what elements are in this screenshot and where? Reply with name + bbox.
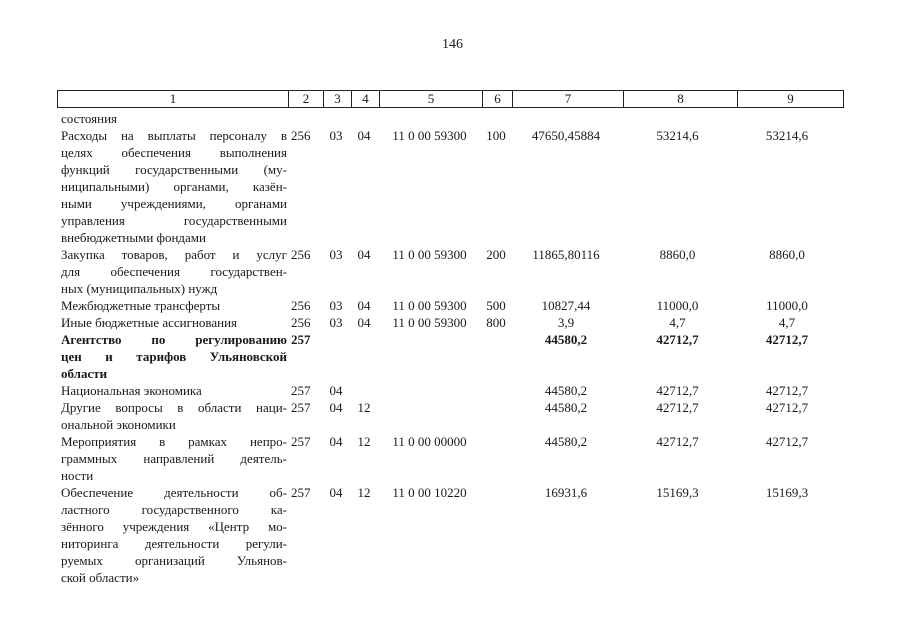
description-line: Обеспечение деятельности об-: [61, 485, 287, 500]
table-row: [57, 382, 840, 399]
description-line: ональной экономики: [61, 417, 176, 432]
description-cell: [57, 314, 287, 331]
target-article-cell: 11 0 00 00000: [392, 434, 467, 449]
admin-code-cell: 257: [291, 485, 311, 500]
table-row: [57, 297, 840, 314]
amount-col9-cell: 42712,7: [765, 383, 809, 398]
target-article-cell: 11 0 00 59300: [392, 298, 467, 313]
amount-col8-cell: 11000,0: [656, 298, 699, 313]
column-header: 2: [289, 91, 324, 108]
column-header-row: [57, 90, 844, 108]
admin-code-cell: 257: [291, 383, 311, 398]
description-line: управления государственными: [61, 213, 287, 228]
description-cell: [57, 382, 287, 399]
amount-col8-cell: 4,7: [669, 315, 686, 330]
subsection-cell: 12: [357, 400, 371, 415]
description-line: Агентство по регулированию: [61, 332, 287, 347]
description-line: Мероприятия в рамках непро-: [61, 434, 287, 449]
column-header: 9: [738, 91, 844, 108]
target-article-cell: 11 0 00 10220: [392, 485, 467, 500]
description-cell: [57, 433, 287, 484]
table-row: [57, 110, 840, 127]
section-cell: 04: [329, 485, 343, 500]
expense-type-cell: 200: [486, 247, 506, 262]
description-cell: [57, 331, 287, 382]
subsection-cell: 04: [357, 247, 371, 262]
description-line: области: [61, 366, 108, 381]
amount-col7-cell: 44580,2: [544, 400, 588, 415]
admin-code-cell: 257: [291, 400, 311, 415]
amount-col9-cell: 53214,6: [765, 128, 809, 143]
amount-col8-cell: 42712,7: [656, 383, 699, 398]
amount-col7-cell: 11865,80116: [532, 247, 600, 262]
subsection-cell: 04: [357, 298, 371, 313]
subsection-cell: 04: [357, 128, 371, 143]
admin-code-cell: 257: [291, 332, 311, 347]
description-line: руемых организаций Ульянов-: [61, 553, 287, 568]
section-cell: 03: [329, 298, 343, 313]
description-line: целях обеспечения выполнения: [61, 145, 287, 160]
description-line: ниторинга деятельности регули-: [61, 536, 287, 551]
description-line: граммных направлений деятель-: [61, 451, 287, 466]
description-line: ской области»: [61, 570, 140, 585]
description-line: внебюджетными фондами: [61, 230, 206, 245]
admin-code-cell: 256: [291, 298, 311, 313]
description-cell: [57, 246, 287, 297]
amount-col9-cell: 11000,0: [766, 298, 808, 313]
column-header: 3: [324, 91, 352, 108]
section-cell: 03: [329, 315, 343, 330]
table-row: [57, 484, 840, 586]
target-article-cell: 11 0 00 59300: [392, 247, 467, 262]
description-cell: [57, 399, 287, 433]
table-row: [57, 127, 840, 246]
description-cell: [57, 127, 287, 246]
expense-type-cell: 800: [486, 315, 506, 330]
amount-col7-cell: 47650,45884: [531, 128, 601, 143]
section-cell: 04: [329, 434, 343, 449]
column-header: 7: [513, 91, 624, 108]
subsection-cell: 12: [357, 485, 371, 500]
description-line: ных (муниципальных) нужд: [61, 281, 218, 296]
description-line: функций государственными (му-: [61, 162, 287, 177]
section-cell: 03: [329, 128, 343, 143]
amount-col9-cell: 42712,7: [765, 400, 809, 415]
amount-col7-cell: 44580,2: [544, 383, 588, 398]
description-cell: [57, 110, 287, 127]
admin-code-cell: 256: [291, 315, 311, 330]
column-header: 5: [380, 91, 483, 108]
description-line: Национальная экономика: [61, 383, 202, 398]
amount-col9-cell: 8860,0: [769, 247, 805, 262]
page-number: 146: [442, 37, 463, 52]
table-row: [57, 433, 840, 484]
column-header: 4: [352, 91, 380, 108]
table-row: [57, 314, 840, 331]
column-header: 6: [483, 91, 513, 108]
description-line: ластного государственного ка-: [61, 502, 287, 517]
expense-type-cell: 500: [486, 298, 506, 313]
amount-col9-cell: 42712,7: [765, 434, 809, 449]
amount-col8-cell: 42712,7: [656, 400, 699, 415]
description-line: для обеспечения государствен-: [61, 264, 287, 279]
amount-col9-cell: 4,7: [778, 315, 796, 330]
table-row: [57, 246, 840, 297]
admin-code-cell: 257: [291, 434, 311, 449]
amount-col7-cell: 16931,6: [544, 485, 588, 500]
budget-table-body: [57, 110, 840, 586]
description-line: Иные бюджетные ассигнования: [61, 315, 238, 330]
amount-col8-cell: 53214,6: [656, 128, 699, 143]
description-line: Межбюджетные трансферты: [61, 298, 221, 313]
amount-col8-cell: 42712,7: [656, 434, 699, 449]
section-cell: 04: [329, 400, 343, 415]
description-line: ности: [61, 468, 94, 483]
amount-col8-cell: 42712,7: [656, 332, 699, 347]
section-cell: 03: [329, 247, 343, 262]
subsection-cell: 12: [357, 434, 371, 449]
description-line: Закупка товаров, работ и услуг: [61, 247, 287, 262]
section-cell: 04: [329, 383, 343, 398]
amount-col7-cell: 44580,2: [544, 434, 588, 449]
amount-col9-cell: 42712,7: [765, 332, 809, 347]
column-header: 1: [58, 91, 289, 108]
description-line: ными учреждениями, органами: [61, 196, 287, 211]
amount-col7-cell: 44580,2: [544, 332, 588, 347]
amount-col9-cell: 15169,3: [765, 485, 809, 500]
target-article-cell: 11 0 00 59300: [392, 128, 467, 143]
amount-col7-cell: 10827,44: [541, 298, 591, 313]
description-line: ниципальными) органами, казён-: [61, 179, 287, 194]
column-header: 8: [624, 91, 738, 108]
amount-col8-cell: 15169,3: [656, 485, 699, 500]
table-row: [57, 399, 840, 433]
amount-col7-cell: 3,9: [557, 315, 575, 330]
admin-code-cell: 256: [291, 128, 311, 143]
description-line: зённого учреждения «Центр мо-: [61, 519, 287, 534]
description-line: Другие вопросы в области наци-: [61, 400, 287, 415]
expense-type-cell: 100: [486, 128, 506, 143]
amount-col8-cell: 8860,0: [659, 247, 696, 262]
description-cell: [57, 484, 287, 586]
table-row: [57, 331, 840, 382]
description-cell: [57, 297, 287, 314]
description-line: Расходы на выплаты персоналу в: [61, 128, 287, 143]
description-line: цен и тарифов Ульяновской: [61, 349, 287, 364]
target-article-cell: 11 0 00 59300: [392, 315, 467, 330]
description-line: состояния: [61, 111, 117, 126]
subsection-cell: 04: [357, 315, 371, 330]
admin-code-cell: 256: [291, 247, 311, 262]
